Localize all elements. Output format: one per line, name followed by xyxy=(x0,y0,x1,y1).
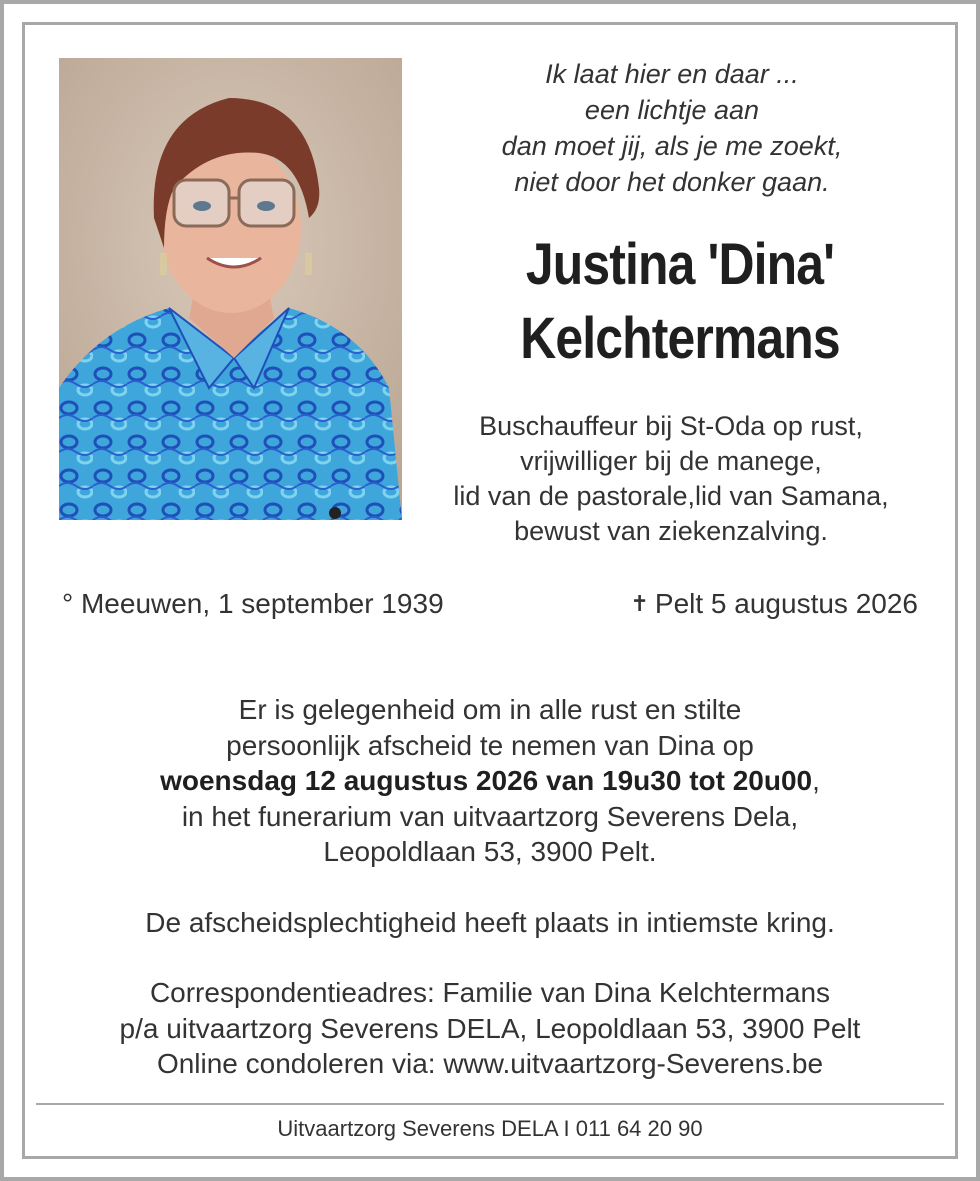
visitation-time xyxy=(40,763,940,799)
visitation-suffix: , xyxy=(812,765,820,796)
announcement-line: Er is gelegenheid om in alle rust en stilte xyxy=(238,694,742,725)
death-text: Pelt 5 augustus 2026 xyxy=(654,588,918,619)
name-line-1: Justina 'Dina' xyxy=(525,232,835,297)
birth-info: ° Meeuwen, 1 september 1939 xyxy=(62,588,444,619)
cross-icon: ✝ xyxy=(630,591,649,616)
footer-divider xyxy=(36,1103,944,1105)
biography xyxy=(412,409,930,549)
bio-line: Buschauffeur bij St-Oda op rust, xyxy=(479,411,863,441)
announcement xyxy=(40,692,940,1082)
visitation-datetime: woensdag 12 augustus 2026 van 19u30 tot 20u00 xyxy=(160,765,813,796)
bio-line: lid van de pastorale,lid van Samana, xyxy=(453,481,889,511)
bio-line: vrijwilliger bij de manege, xyxy=(520,446,822,476)
poem-line: dan moet jij, als je me zoekt, xyxy=(501,131,843,161)
correspondence-line: Correspondentieadres: Familie van Dina Kelchtermans xyxy=(149,977,831,1008)
announcement-line: in het funerarium van uitvaartzorg Severens Dela, xyxy=(181,800,799,832)
footer: Uitvaartzorg Severens DELA I 011 64 20 90 xyxy=(277,1116,703,1141)
poem xyxy=(430,56,914,200)
ceremony-note: De afscheidsplechtigheid heeft plaats in intiemste kring. xyxy=(145,906,835,938)
deceased-name xyxy=(474,228,887,376)
name-line-2: Kelchtermans xyxy=(520,306,840,371)
announcement-line: persoonlijk afscheid te nemen van Dina op xyxy=(226,729,754,761)
death-info xyxy=(630,586,918,622)
poem-line: niet door het donker gaan. xyxy=(514,167,830,197)
portrait-photo xyxy=(59,58,402,520)
poem-line: Ik laat hier en daar ... xyxy=(545,59,799,89)
address-line: p/a uitvaartzorg Severens DELA, Leopoldlaan 53, 3900 Pelt xyxy=(119,1012,861,1044)
poem-line: een lichtje aan xyxy=(584,95,760,125)
online-condolence-line: Online condoleren via: www.uitvaartzorg-Severens.be xyxy=(156,1048,824,1079)
bio-line: bewust van ziekenzalving. xyxy=(514,516,828,546)
announcement-line: Leopoldlaan 53, 3900 Pelt. xyxy=(323,836,657,867)
